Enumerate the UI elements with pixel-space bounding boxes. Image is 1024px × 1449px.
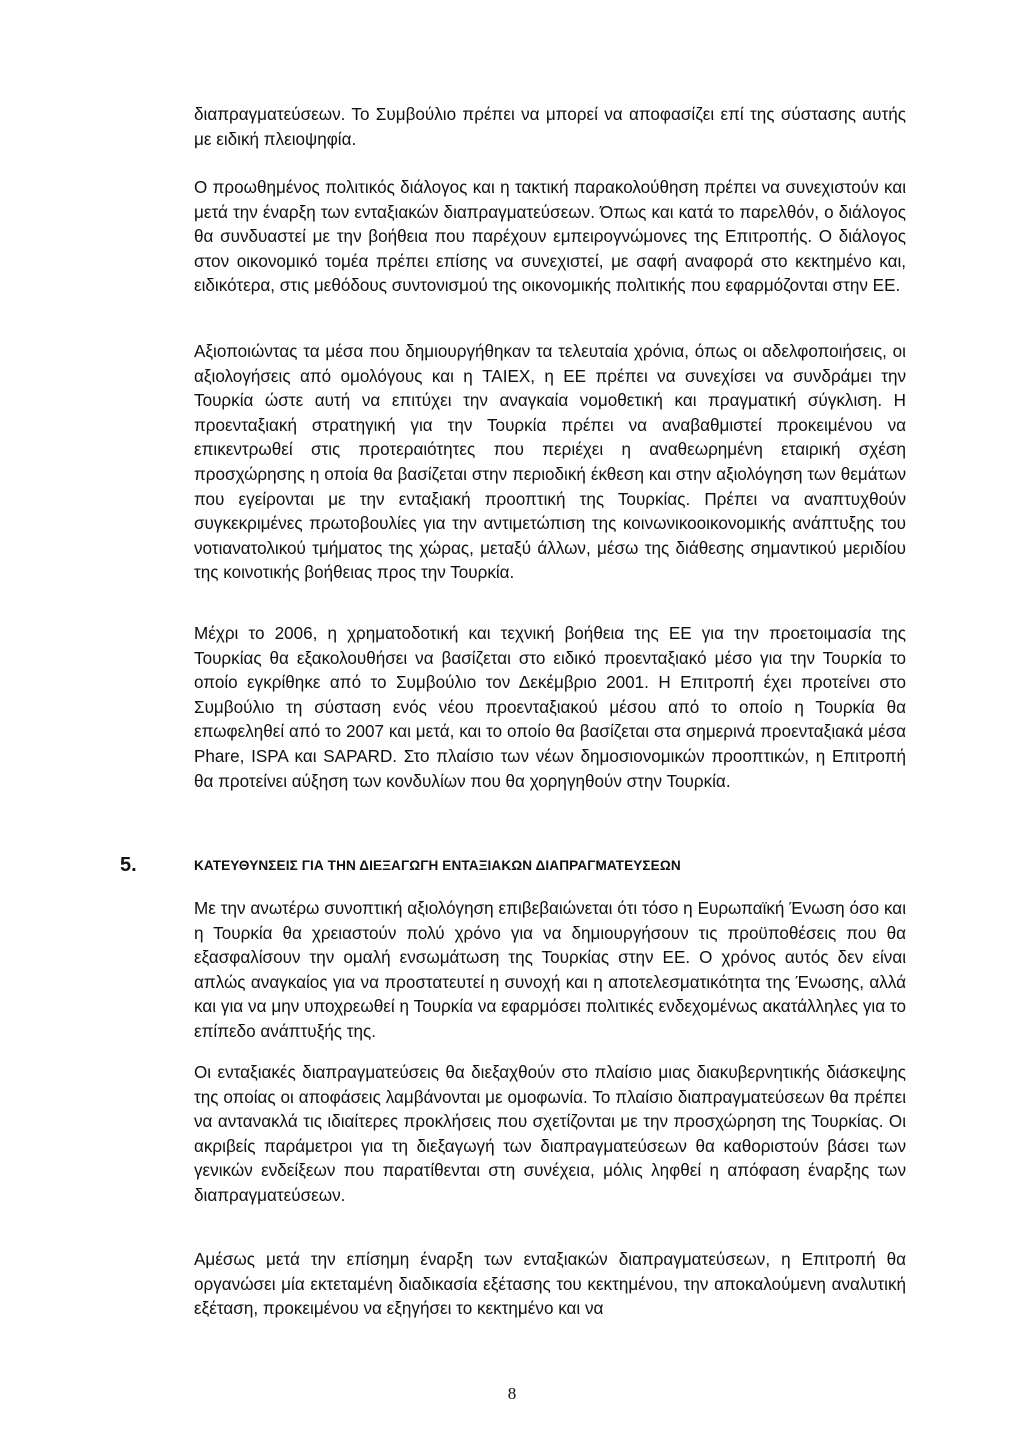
section-number: 5. [120, 854, 137, 876]
section-paragraph-1: Με την ανωτέρω συνοπτική αξιολόγηση επιβεβαιώνεται ότι τόσο η Ευρωπαϊκή Ένωση όσο και η Τουρκία θα χρειαστούν πολύ χρόνο για να δημιουργήσουν τις προϋποθέσεις που θα εξασφαλίσουν την ομαλή ενσωμάτωση της Τουρκίας στην ΕΕ. Ο χρόνος αυτός δεν είναι απλώς αναγκαίος για να προστατευτεί η συνοχή και η αποτελεσματικότητα της Ένωσης, αλλά και για να μην υποχρεωθεί η Τουρκία να εφαρμόσει πολιτικές ενδεχομένως ακατάλληλες για το επίπεδο ανάπτυξής της. [194, 899, 906, 1041]
section-title: ΚΑΤΕΥΘΥΝΣΕΙΣ ΓΙΑ ΤΗΝ ΔΙΕΞΑΓΩΓΗ ΕΝΤΑΞΙΑΚΩΝ ΔΙΑΠΡΑΓΜΑΤΕΥΣΕΩΝ [194, 858, 681, 873]
paragraph-3: Αξιοποιώντας τα μέσα που δημιουργήθηκαν τα τελευταία χρόνια, όπως οι αδελφοποιήσεις, οι αξιολογήσεις από ομολόγους και η TAIEX, η ΕΕ πρέπει να συνεχίσει να συνδράμει την Τουρκία ώστε αυτή να επιτύχει την αναγκαία νομοθετική και πραγματική σύγκλιση. Η προενταξιακή στρατηγική για την Τουρκία πρέπει να αναβαθμιστεί προκειμένου να επικεντρωθεί στις προτεραιότητες που περιέχει η αναθεωρημένη εταιρική σχέση προσχώρησης η οποία θα βασίζεται στην περιοδική έκθεση και στην αξιολόγηση των θεμάτων που εγείρονται με την ενταξιακή προοπτική της Τουρκίας. Πρέπει να αναπτυχθούν συγκεκριμένες πρωτοβουλίες για την αντιμετώπιση της κοινωνικοοικονομικής ανάπτυξης του νοτιανατολικού τμήματος της χώρας, μεταξύ άλλων, μέσω της διάθεσης σημαντικού μεριδίου της κοινοτικής βοήθειας προς την Τουρκία. [194, 342, 906, 583]
section-paragraph-3: Αμέσως μετά την επίσημη έναρξη των ενταξιακών διαπραγματεύσεων, η Επιτροπή θα οργανώσει μία εκτεταμένη διαδικασία εξέτασης του κεκτημένου, την αποκαλούμενη αναλυτική εξέταση, προκειμένου να εξηγήσει το κεκτημένο και να [194, 1250, 906, 1319]
page-number: 8 [507, 1384, 517, 1403]
section-paragraph-2: Οι ενταξιακές διαπραγματεύσεις θα διεξαχθούν στο πλαίσιο μιας διακυβερνητικής διάσκεψης της οποίας οι αποφάσεις λαμβάνονται με ομοφωνία. Το πλαίσιο διαπραγματεύσεων θα πρέπει να αντανακλά τις ιδιαίτερες προκλήσεις που σχετίζονται με την προσχώρηση της Τουρκίας. Οι ακριβείς παράμετροι για τη διεξαγωγή των διαπραγματεύσεων θα καθοριστούν βάσει των γενικών ενδείξεων που παρατίθενται στη συνέχεια, μόλις ληφθεί η απόφαση έναρξης των διαπραγματεύσεων. [194, 1063, 906, 1205]
paragraph-2: Ο προωθημένος πολιτικός διάλογος και η τακτική παρακολούθηση πρέπει να συνεχιστούν και μετά την έναρξη των ενταξιακών διαπραγματεύσεων. Όπως και κατά το παρελθόν, ο διάλογος θα συνδυαστεί με την βοήθεια που παρέχουν εμπειρογνώμονες της Επιτροπής. Ο διάλογος στον οικονομικό τομέα πρέπει επίσης να συνεχιστεί, με σαφή αναφορά στο κεκτημένο και, ειδικότερα, στις μεθόδους συντονισμού της οικονομικής πολιτικής που εφαρμόζονται στην ΕΕ. [194, 178, 906, 296]
paragraph-4: Μέχρι το 2006, η χρηματοδοτική και τεχνική βοήθεια της ΕΕ για την προετοιμασία της Τουρκίας θα εξακολουθήσει να βασίζεται στο ειδικό προενταξιακό μέσο για την Τουρκία το οποίο εγκρίθηκε από το Συμβούλιο τον Δεκέμβριο 2001. Η Επιτροπή έχει προτείνει στο Συμβούλιο τη σύσταση ενός νέου προενταξιακού μέσου από το οποίο η Τουρκία θα επωφεληθεί από το 2007 και μετά, και το οποίο θα βασίζεται στα σημερινά προενταξιακά μέσα Phare, ISPA και SAPARD. Στο πλαίσιο των νέων δημοσιονομικών προοπτικών, η Επιτροπή θα προτείνει αύξηση των κονδυλίων που θα χορηγηθούν στην Τουρκία. [194, 624, 906, 791]
paragraph-1: διαπραγματεύσεων. Το Συμβούλιο πρέπει να μπορεί να αποφασίζει επί της σύστασης αυτής με ειδική πλειοψηφία. [194, 105, 906, 149]
